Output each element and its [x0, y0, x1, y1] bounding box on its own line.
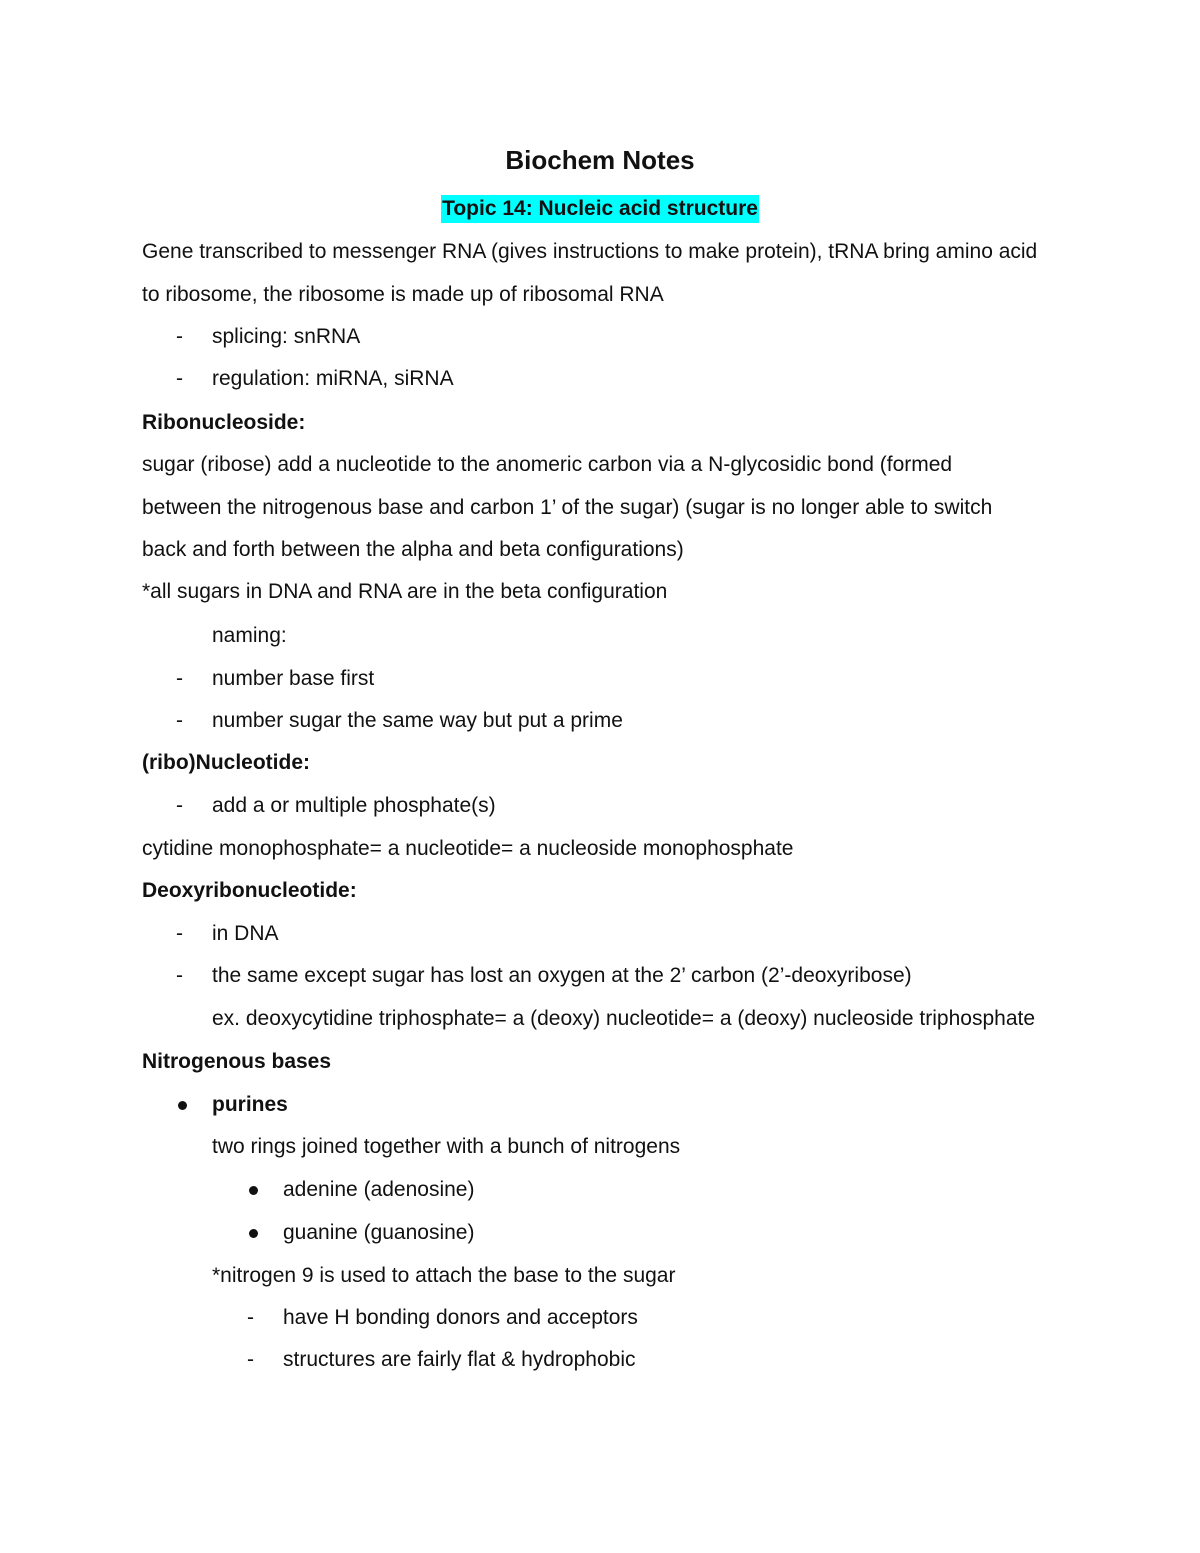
intro-bullet-2: regulation: miRNA, siRNA	[212, 367, 454, 390]
bullet-dot	[249, 1229, 258, 1238]
purine-item-1: adenine (adenosine)	[283, 1178, 475, 1201]
dash-bullet: -	[176, 667, 183, 690]
ribonucleoside-line-2: between the nitrogenous base and carbon 1’ of the sugar) (sugar is no longer able to switch	[142, 496, 993, 519]
ribonucleoside-line-1: sugar (ribose) add a nucleotide to the anomeric carbon via a N-glycosidic bond (formed	[142, 453, 953, 476]
document-title: Biochem Notes	[505, 145, 695, 175]
bases-heading: Nitrogenous bases	[142, 1050, 332, 1073]
intro-line-2: to ribosome, the ribosome is made up of ribosomal RNA	[142, 283, 664, 306]
deoxy-example: ex. deoxycytidine triphosphate= a (deoxy) nucleotide= a (deoxy) nucleoside triphosphate	[212, 1007, 1036, 1030]
topic-heading: Topic 14: Nucleic acid structure	[441, 195, 759, 223]
naming-label: naming:	[212, 624, 287, 647]
dash-bullet: -	[247, 1348, 254, 1371]
dash-bullet: -	[176, 709, 183, 732]
bases-bullet-2: structures are fairly flat & hydrophobic	[283, 1348, 636, 1371]
nitrogen-note: *nitrogen 9 is used to attach the base to the sugar	[212, 1264, 676, 1287]
nucleotide-line: cytidine monophosphate= a nucleotide= a nucleoside monophosphate	[142, 837, 794, 860]
bases-bullet-1: have H bonding donors and acceptors	[283, 1306, 638, 1329]
purines-desc: two rings joined together with a bunch of nitrogens	[212, 1135, 681, 1158]
purine-item-2: guanine (guanosine)	[283, 1221, 475, 1244]
ribonucleoside-heading: Ribonucleoside:	[142, 411, 306, 434]
nucleotide-bullet-1: add a or multiple phosphate(s)	[212, 794, 496, 817]
naming-bullet-1: number base first	[212, 667, 375, 690]
dash-bullet: -	[176, 794, 183, 817]
deoxy-bullet-1: in DNA	[212, 922, 279, 945]
intro-bullet-1: splicing: snRNA	[212, 325, 361, 348]
bullet-dot	[249, 1186, 258, 1195]
dash-bullet: -	[176, 367, 183, 390]
nucleotide-heading: (ribo)Nucleotide:	[142, 751, 310, 774]
purines-label: purines	[212, 1093, 288, 1116]
deoxy-bullet-2: the same except sugar has lost an oxygen at the 2’ carbon (2’-deoxyribose)	[212, 964, 912, 987]
bullet-dot	[178, 1101, 187, 1110]
ribonucleoside-line-3: back and forth between the alpha and beta configurations)	[142, 538, 684, 561]
dash-bullet: -	[176, 922, 183, 945]
intro-line-1: Gene transcribed to messenger RNA (gives instructions to make protein), tRNA bring amino acid	[142, 240, 1038, 263]
deoxy-heading: Deoxyribonucleotide:	[142, 879, 357, 902]
dash-bullet: -	[247, 1306, 254, 1329]
naming-bullet-2: number sugar the same way but put a prime	[212, 709, 623, 732]
topic-heading-wrap	[0, 195, 1200, 223]
ribonucleoside-line-4: *all sugars in DNA and RNA are in the beta configuration	[142, 580, 668, 603]
dash-bullet: -	[176, 325, 183, 348]
dash-bullet: -	[176, 964, 183, 987]
